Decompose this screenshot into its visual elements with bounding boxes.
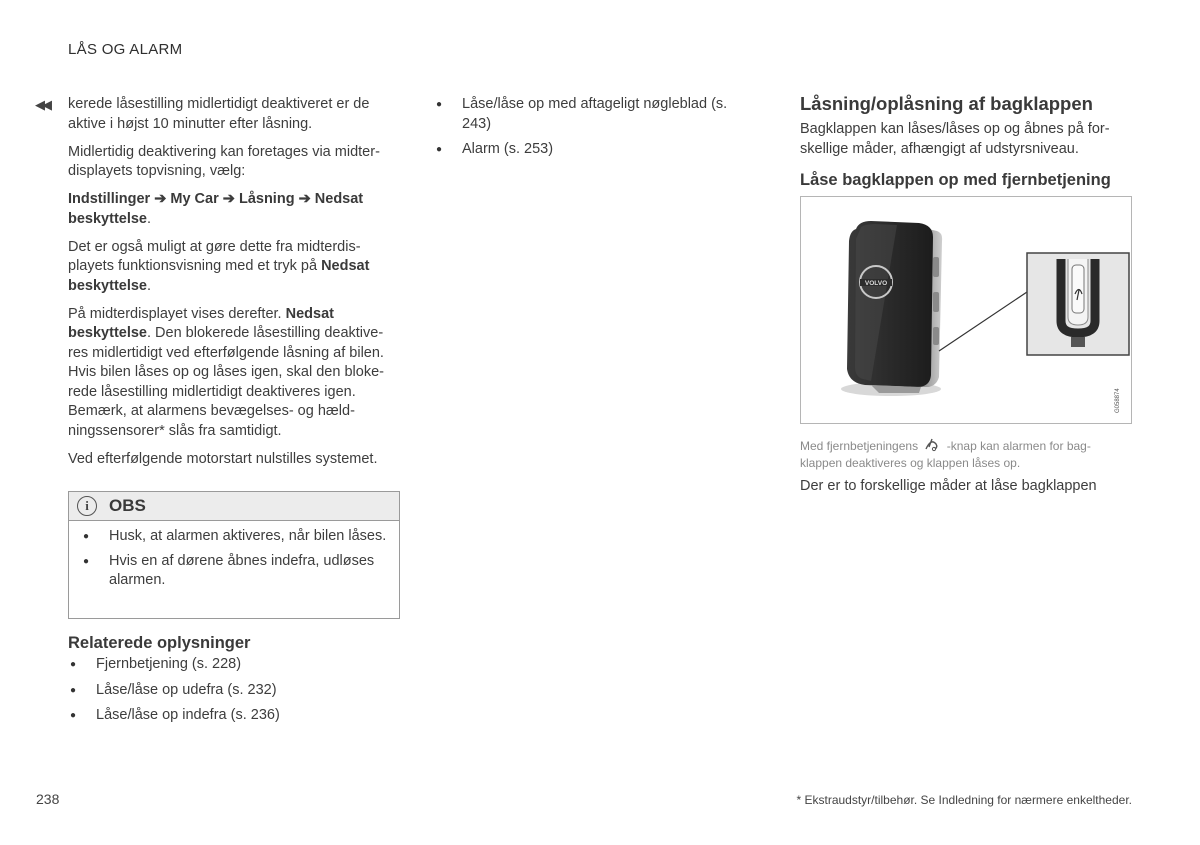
paragraph-5: Ved efterfølgende motorstart nulstilles systemet.	[68, 450, 378, 467]
chapter-header: LÅS OG ALARM	[68, 41, 183, 58]
remote-key-illustration	[800, 196, 1132, 424]
middle-column	[434, 95, 734, 166]
page-number: 238	[36, 791, 60, 807]
note-body	[69, 521, 399, 591]
list-item: ● Husk, at alarmen aktiveres, når bilen låses.	[81, 527, 389, 547]
remote-key-drawing	[801, 197, 1131, 423]
related-link[interactable]: ● Låse/låse op med aftageligt nøgleblad (s. 243)	[434, 95, 734, 134]
section-title: Låsning/oplåsning af bagklappen	[800, 93, 1093, 114]
note-header	[69, 492, 399, 521]
subsection-title: Låse bagklappen op med fjernbetjening	[800, 171, 1111, 189]
note-title: OBS	[109, 496, 146, 515]
paragraph-2: Midlertidig deaktivering kan foretages via midter-displayets topvisning, vælg:	[68, 143, 380, 179]
menu-path: Indstillinger ➔ My Car ➔ Låsning ➔ Nedsat beskyttelse.	[68, 191, 364, 227]
related-list	[68, 655, 400, 732]
related-link[interactable]: ● Fjernbetjening (s. 228)	[68, 655, 400, 675]
note-box	[68, 491, 400, 619]
tailgate-icon	[921, 439, 943, 453]
list-item: ● Hvis en af dørene åbnes indefra, udløses alarmen.	[81, 552, 389, 591]
related-heading: Relaterede oplysninger	[68, 634, 251, 652]
paragraph-1: kerede låsestilling midlertidigt deaktiveret er de aktive i højst 10 minutter efter låsning.	[68, 96, 370, 132]
figure-code: G058874	[1115, 388, 1121, 413]
continued-icon: ◀◀	[35, 97, 49, 112]
path-mycar: My Car	[170, 191, 219, 207]
key-button	[933, 257, 939, 277]
arrow-icon: ➔	[154, 191, 167, 207]
related-link[interactable]: ● Alarm (s. 253)	[434, 140, 734, 160]
related-link[interactable]: ● Låse/låse op indefra (s. 236)	[68, 706, 400, 726]
path-reduced-protection: Nedsat beskyttelse	[68, 191, 364, 227]
section-intro: Bagklappen kan låses/låses op og åbnes på for-skellige måder, afhængigt af udstyrsniveau.	[800, 121, 1110, 157]
key-button	[933, 327, 939, 345]
left-column	[68, 95, 400, 478]
figure-caption: Med fjernbetjeningens -knap kan alarmen for bag-klappen deaktiveres og klappen låses op.	[800, 439, 1091, 470]
footnote: * Ekstraudstyr/tilbehør. Se Indledning for nærmere enkeltheder.	[796, 793, 1132, 807]
paragraph-4: På midterdisplayet vises derefter. Nedsat beskyttelse. Den blokerede låsestilling deaktive-res midlertidigt ved efterfølgende låsning af bilen. Hvis bilen låses op og låses igen, skal den bloke-rede låsestilling midlertidigt deaktiveres igen. Bemærk, at alarmens bevægelses- og hæld-ningssensorer* slås fra samtidigt.	[68, 305, 384, 439]
related-link[interactable]: ● Låse/låse op udefra (s. 232)	[68, 681, 400, 701]
info-icon: i	[77, 496, 97, 516]
body-text: Der er to forskellige måder at låse bagklappen	[800, 478, 1097, 494]
leader-line	[939, 292, 1027, 351]
inset-button	[1072, 265, 1084, 313]
key-button	[933, 292, 939, 312]
arrow-icon: ➔	[298, 191, 311, 207]
path-locking: Låsning	[238, 191, 295, 207]
volvo-logo-text: VOLVO	[864, 280, 888, 287]
path-settings: Indstillinger	[68, 191, 151, 207]
arrow-icon: ➔	[222, 191, 235, 207]
paragraph-3: Det er også muligt at gøre dette fra midterdis-playets funktionsvisning med et tryk på Nedsat beskyttelse.	[68, 238, 370, 294]
